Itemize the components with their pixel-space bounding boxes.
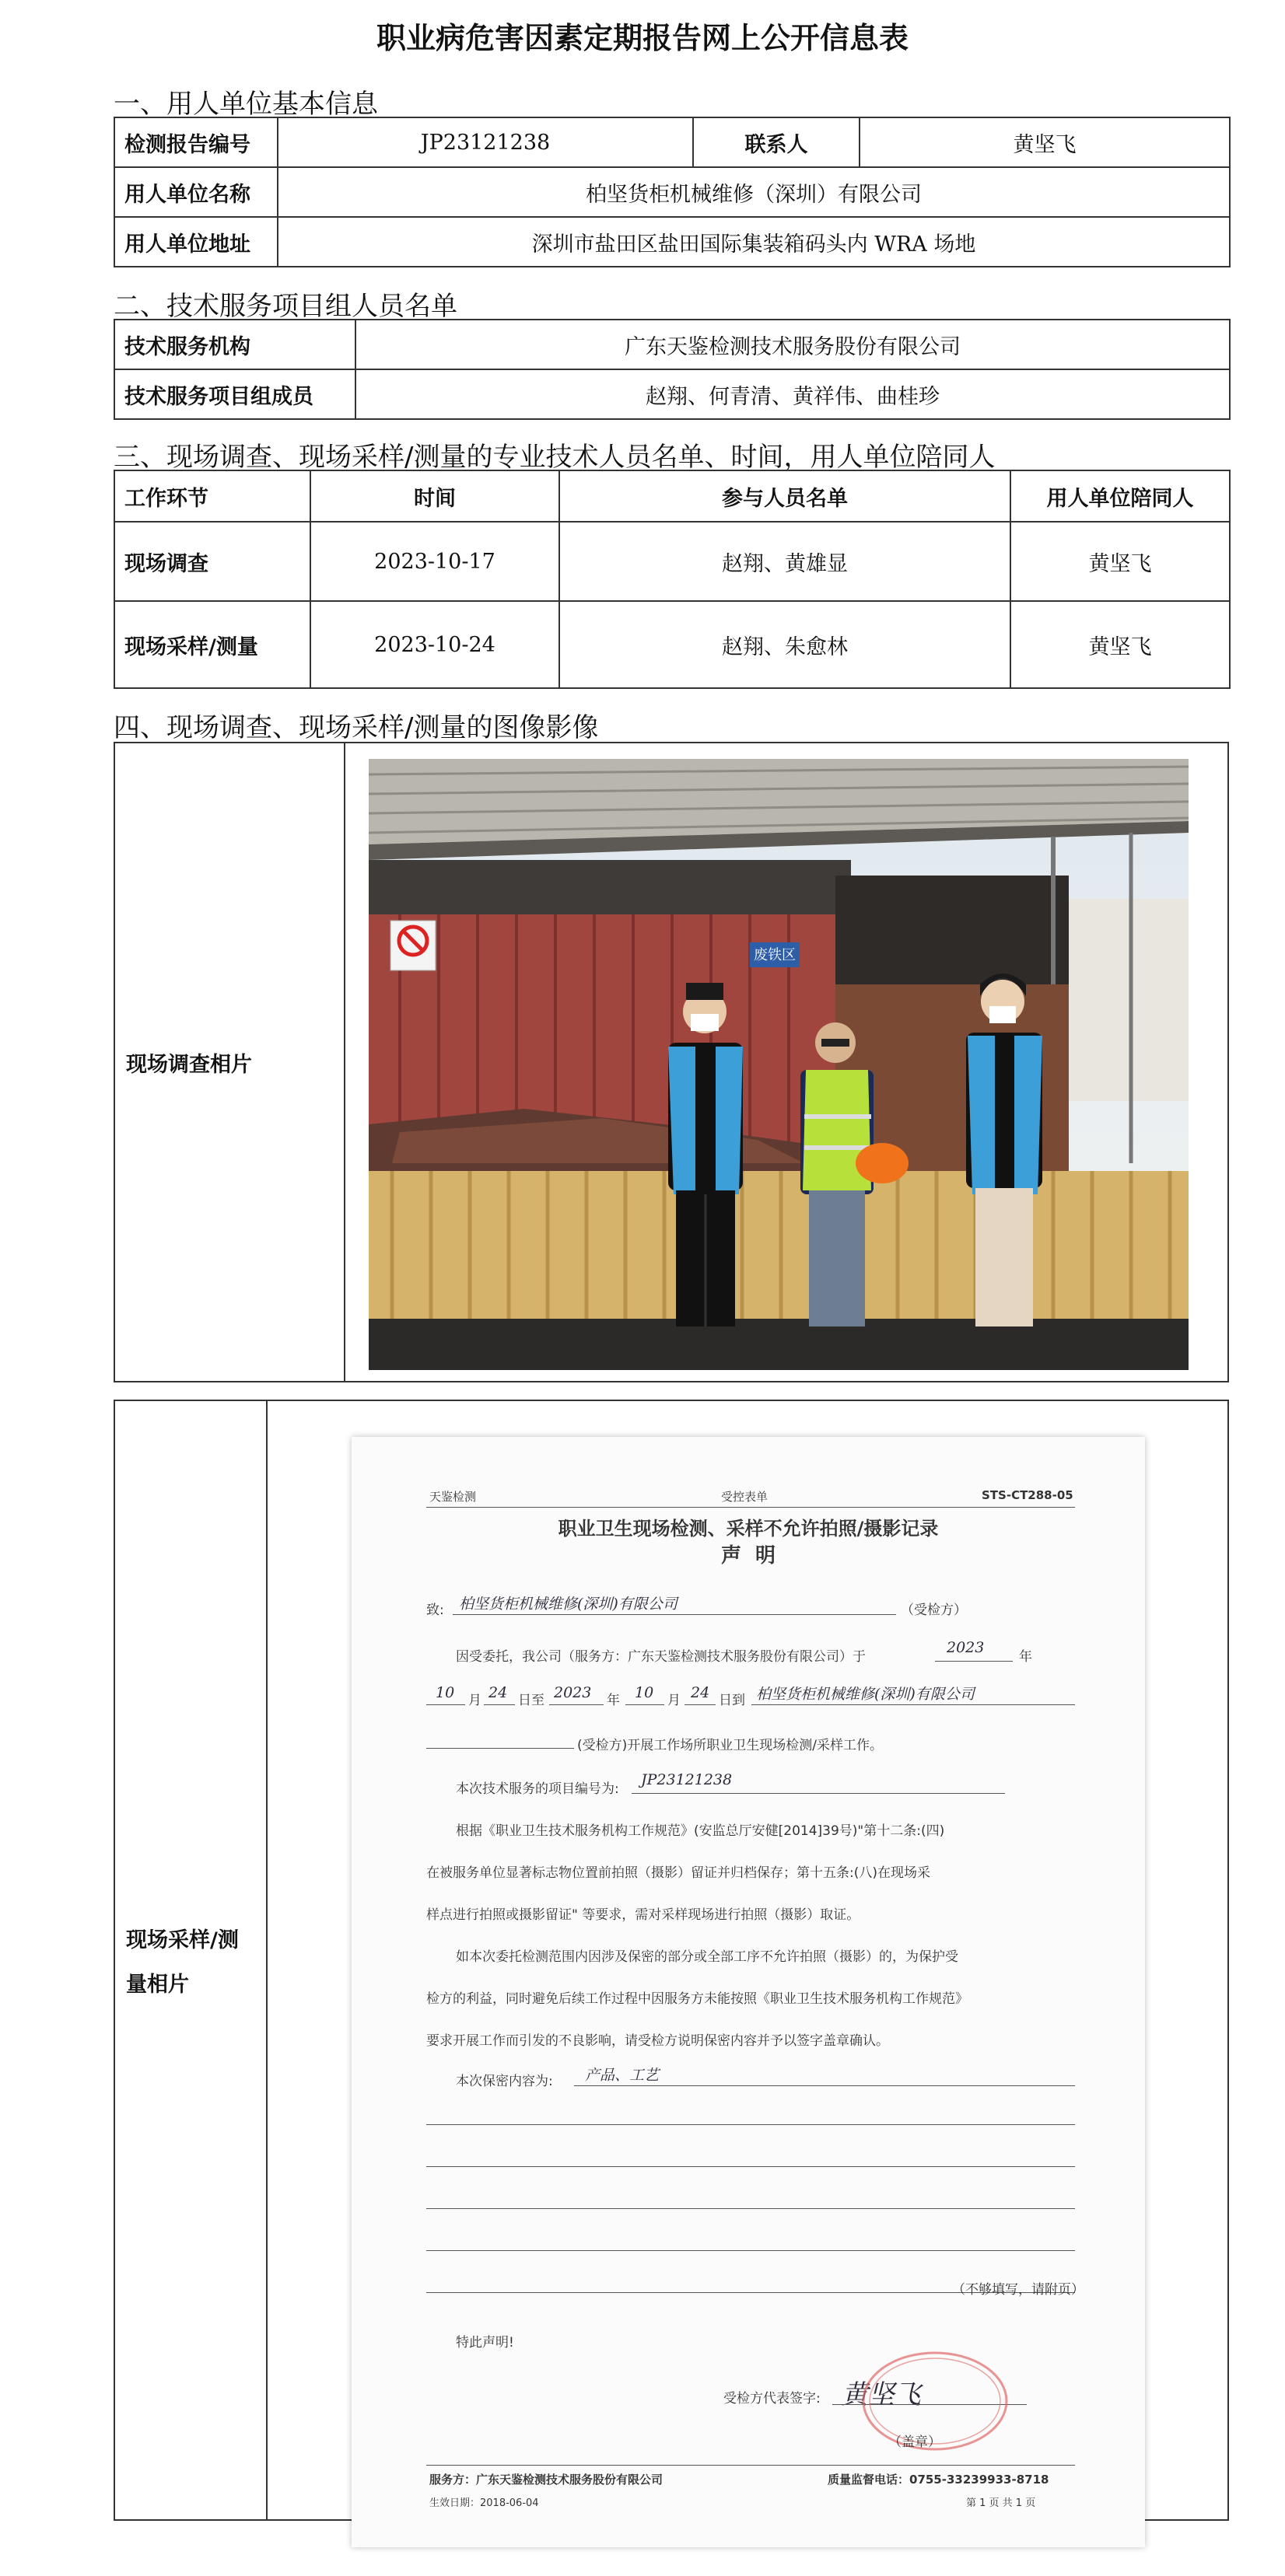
p5-secret-content: 产品、工艺 <box>585 2067 660 2084</box>
footer-date: 生效日期：2018-06-04 <box>429 2497 539 2509</box>
to-company-handwritten: 柏坚货柜机械维修(深圳)有限公司 <box>459 1596 678 1613</box>
declaration-scan <box>352 1437 1145 2547</box>
p2-a: 本次技术服务的项目编号为: <box>456 1781 619 1797</box>
col-header-date: 时间 <box>310 470 559 522</box>
to-suffix: （受检方） <box>901 1603 967 1618</box>
row-stage: 现场采样/测量 <box>114 601 310 688</box>
row-staff: 赵翔、朱愈林 <box>559 601 1010 688</box>
scan-header-right: STS-CT288-05 <box>982 1488 1073 1502</box>
basic-info-table <box>114 117 1231 267</box>
contact-label: 联系人 <box>693 117 860 167</box>
signer-label: 受检方代表签字: <box>723 2391 821 2406</box>
org-label: 技术服务机构 <box>114 320 355 369</box>
p1-day: 24 <box>488 1684 508 1701</box>
p1-b: 年 <box>1019 1649 1032 1665</box>
scan-header-left: 天鉴检测 <box>429 1490 477 1504</box>
col-header-escort: 用人单位陪同人 <box>1010 470 1230 522</box>
address-value: 深圳市盐田区盐田国际集装箱码头内 WRA 场地 <box>278 217 1230 267</box>
section-2-heading: 二、技术服务项目组人员名单 <box>114 291 457 322</box>
row-staff: 赵翔、黄雄显 <box>559 522 1010 601</box>
p1-d: 日至 <box>518 1693 544 1708</box>
members-value: 赵翔、何青清、黄祥伟、曲桂珍 <box>355 369 1230 419</box>
to-prefix: 致: <box>426 1603 444 1618</box>
p1-month: 10 <box>436 1684 455 1701</box>
org-value: 广东天鉴检测技术服务股份有限公司 <box>355 320 1230 369</box>
p3-line2: 在被服务单位显著标志物位置前拍照（摄影）留证并归档保存；第十五条:(八)在现场采 <box>426 1865 930 1881</box>
sampling-photo-label-line2: 量相片 <box>126 1973 189 1997</box>
p1-day2: 24 <box>691 1684 710 1701</box>
row-stage: 现场调查 <box>114 522 310 601</box>
p1-company-handwritten: 柏坚货柜机械维修(深圳)有限公司 <box>756 1686 975 1703</box>
site-survey-image <box>369 759 1189 1370</box>
contact-value: 黄坚飞 <box>860 117 1230 167</box>
p1-year: 2023 <box>947 1639 985 1656</box>
p1-month2: 10 <box>635 1684 654 1701</box>
report-no-label: 检测报告编号 <box>114 117 278 167</box>
survey-photo-row <box>114 742 1229 1382</box>
p1-c: 月 <box>468 1693 481 1708</box>
sampling-photo-label-line1: 现场采样/测 <box>126 1928 239 1952</box>
section-4-heading: 四、现场调查、现场采样/测量的图像影像 <box>114 712 599 743</box>
sampling-photo-label <box>115 1401 268 2519</box>
section-1-heading: 一、用人单位基本信息 <box>114 89 378 120</box>
scan-note: （不够填写，请附页） <box>952 2282 1084 2298</box>
p3-line3: 样点进行拍照或摄影留证" 等要求，需对采样现场进行拍照（摄影）取证。 <box>426 1907 860 1923</box>
col-header-staff: 参与人员名单 <box>559 470 1010 522</box>
p1-a: 因受委托，我公司（服务方：广东天鉴检测技术服务股份有限公司）于 <box>456 1649 866 1665</box>
company-value: 柏坚货柜机械维修（深圳）有限公司 <box>278 167 1230 217</box>
p1-g: 日到 <box>719 1693 745 1708</box>
scan-title: 职业卫生现场检测、采样不允许拍照/摄影记录 <box>558 1518 939 1540</box>
p3-line1: 根据《职业卫生技术服务机构工作规范》(安监总厅安健[2014]39号)"第十二条:(四) <box>456 1823 945 1839</box>
table-row <box>114 522 1230 601</box>
signer-signature: 黄坚飞 <box>842 2379 921 2410</box>
p1-year2: 2023 <box>554 1684 592 1701</box>
p5-a: 本次保密内容为: <box>456 2074 553 2089</box>
personnel-table <box>114 470 1231 689</box>
scrap-area-sign: 废铁区 <box>754 947 796 963</box>
row-date: 2023-10-17 <box>310 522 559 601</box>
p1-e: 年 <box>607 1693 620 1708</box>
row-escort: 黄坚飞 <box>1010 522 1230 601</box>
seal-note: （盖章） <box>888 2434 941 2450</box>
p4-line2: 检方的利益，同时避免后续工作过程中因服务方未能按照《职业卫生技术服务机构工作规范》 <box>426 1991 968 2007</box>
address-label: 用人单位地址 <box>114 217 278 267</box>
footer-service: 服务方：广东天鉴检测技术服务股份有限公司 <box>429 2473 664 2487</box>
company-label: 用人单位名称 <box>114 167 278 217</box>
footer-phone: 质量监督电话：0755-33239933-8718 <box>828 2473 1049 2487</box>
row-date: 2023-10-24 <box>310 601 559 688</box>
p4-line3: 要求开展工作而引发的不良影响，请受检方说明保密内容并予以签字盖章确认。 <box>426 2033 889 2049</box>
scan-header-mid: 受控表单 <box>721 1490 769 1504</box>
footer-page: 第 1 页 共 1 页 <box>966 2497 1036 2509</box>
p4-line1: 如本次委托检测范围内因涉及保密的部分或全部工序不允许拍照（摄影）的，为保护受 <box>456 1949 958 1965</box>
report-no-value: JP23121238 <box>278 117 693 167</box>
p1-h: (受检方)开展工作场所职业卫生现场检测/采样工作。 <box>577 1738 883 1753</box>
survey-photo <box>369 759 1189 1370</box>
team-table <box>114 319 1231 420</box>
scan-subtitle: 声 明 <box>720 1544 776 1568</box>
p2-project-no: JP23121238 <box>641 1771 733 1788</box>
table-row <box>114 601 1230 688</box>
scan-closing: 特此声明! <box>456 2335 514 2351</box>
page-title: 职业病危害因素定期报告网上公开信息表 <box>376 21 909 55</box>
p1-f: 月 <box>667 1693 681 1708</box>
section-3-heading: 三、现场调查、现场采样/测量的专业技术人员名单、时间，用人单位陪同人 <box>114 442 996 473</box>
col-header-stage: 工作环节 <box>114 470 310 522</box>
members-label: 技术服务项目组成员 <box>114 369 355 419</box>
survey-photo-label: 现场调查相片 <box>115 743 345 1381</box>
row-escort: 黄坚飞 <box>1010 601 1230 688</box>
